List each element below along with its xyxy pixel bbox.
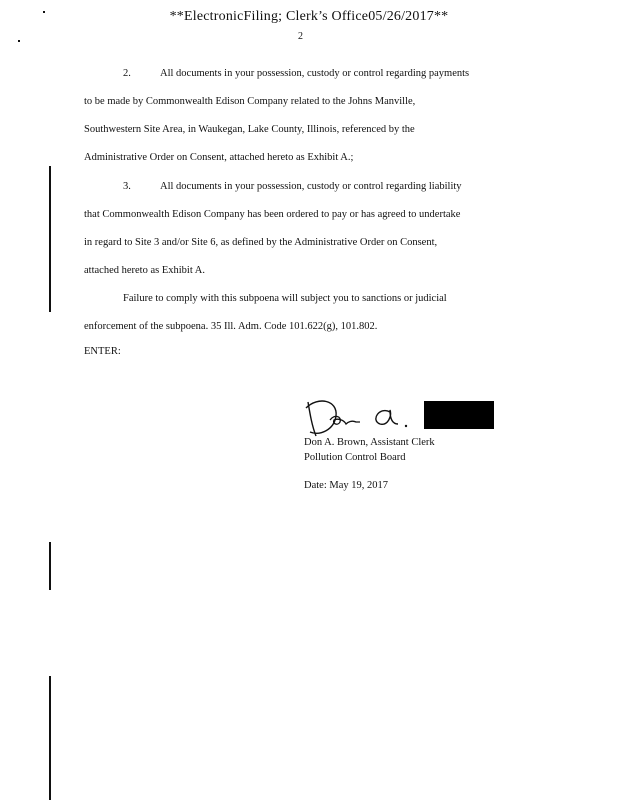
margin-bar <box>49 676 51 800</box>
signature-date: Date: May 19, 2017 <box>304 480 388 491</box>
paragraph-2 <box>84 60 524 172</box>
paragraph-line: to be made by Commonwealth Edison Company related to the Johns Manville, <box>84 96 416 107</box>
paragraph-line: Southwestern Site Area, in Waukegan, Lake County, Illinois, referenced by the <box>84 124 415 135</box>
paragraph-3 <box>84 173 524 285</box>
paragraph-line: that Commonwealth Edison Company has been ordered to pay or has agreed to undertake <box>84 209 461 220</box>
paragraph-line: in regard to Site 3 and/or Site 6, as defined by the Administrative Order on Consent, <box>84 237 438 248</box>
paragraph-number: 2. <box>123 68 131 79</box>
paragraph-line: attached hereto as Exhibit A. <box>84 265 206 276</box>
margin-bar <box>49 542 51 590</box>
paragraph-line: enforcement of the subpoena. 35 Ill. Adm. Code 101.622(g), 101.802. <box>84 321 378 332</box>
page-number: 2 <box>298 31 303 42</box>
paragraph-line: Failure to comply with this subpoena will subject you to sanctions or judicial <box>123 293 447 304</box>
margin-bar <box>49 166 51 312</box>
paragraph-first-line <box>84 60 524 88</box>
scan-speck <box>18 40 20 42</box>
redaction-box <box>424 401 494 429</box>
failure-to-comply-paragraph <box>84 285 524 341</box>
enter-label: ENTER: <box>84 346 121 357</box>
scan-speck <box>43 11 45 13</box>
paragraph-first-line <box>84 173 524 201</box>
paragraph-number: 3. <box>123 181 131 192</box>
paragraph-text: All documents in your possession, custody or control regarding liability <box>160 181 462 192</box>
signer-organization: Pollution Control Board <box>304 452 406 463</box>
paragraph-text: All documents in your possession, custody or control regarding payments <box>160 68 470 79</box>
electronic-filing-stamp: **ElectronicFiling; Clerk’s Office05/26/2017** <box>169 9 449 24</box>
signer-name-title: Don A. Brown, Assistant Clerk <box>304 437 435 448</box>
paragraph-line: Administrative Order on Consent, attached hereto as Exhibit A.; <box>84 152 354 163</box>
